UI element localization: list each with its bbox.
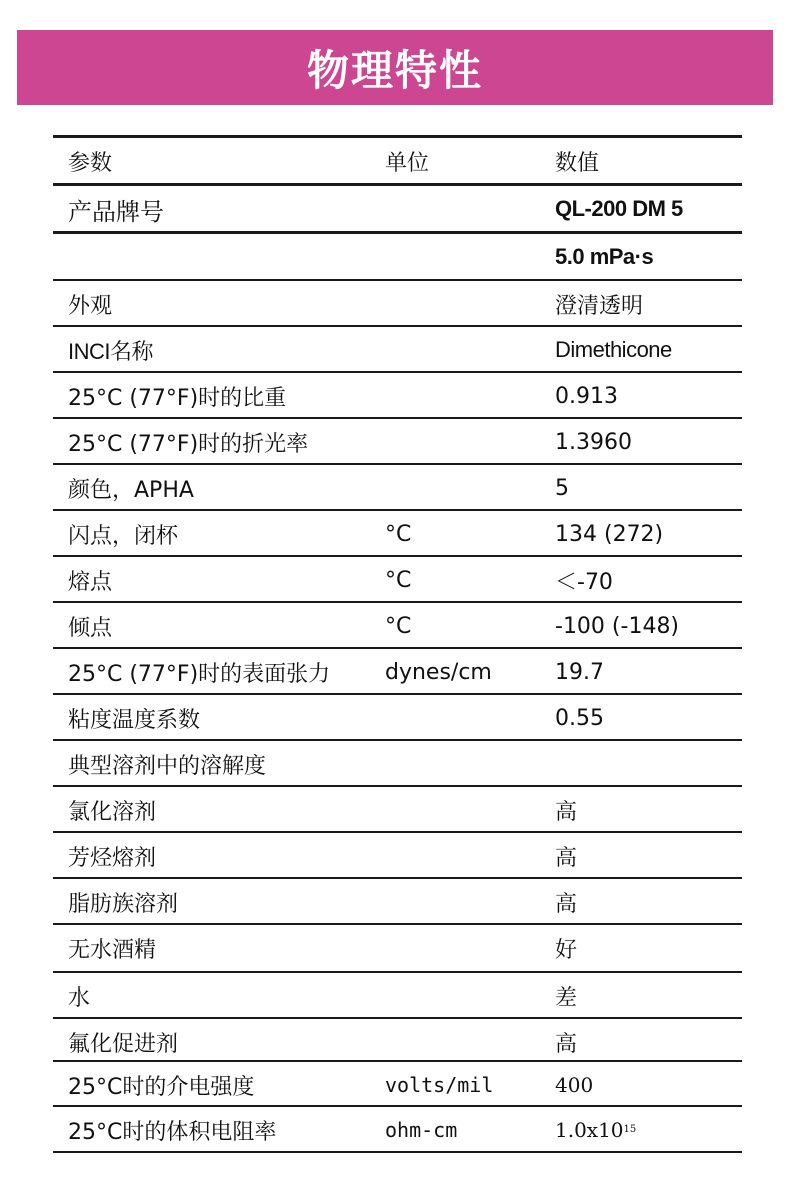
table-row <box>53 695 742 741</box>
row-param: 典型溶剂中的溶解度 <box>68 753 267 779</box>
row-param: 25°C时的介电强度 <box>68 1074 255 1100</box>
row-param: 氯化溶剂 <box>68 799 157 825</box>
row-unit: ohm-cm <box>385 1118 458 1142</box>
row-param: 氟化促进剂 <box>68 1031 179 1057</box>
row-value: 1.3960 <box>555 429 632 455</box>
row-value: 高 <box>555 891 578 917</box>
row-param: 无水酒精 <box>68 937 157 963</box>
row-value: 134 (272) <box>555 521 664 547</box>
header-unit: 单位 <box>385 150 430 176</box>
table-row <box>53 741 742 787</box>
row-value: 19.7 <box>555 659 604 685</box>
row-param: 粘度温度系数 <box>68 707 201 733</box>
row-param: 产品牌号 <box>68 197 164 226</box>
table-row <box>53 1019 742 1065</box>
row-value: 5.0 mPa·s <box>555 244 654 269</box>
table-row <box>53 925 742 971</box>
row-unit: °C <box>385 521 412 547</box>
banner-title: 物理特性 <box>306 45 483 95</box>
table-row <box>53 465 742 511</box>
row-value-base: 1.0x10 <box>555 1118 624 1142</box>
row-param: 25°C (77°F)时的比重 <box>68 385 287 411</box>
header-value: 数值 <box>555 150 600 176</box>
row-param: 芳烃熔剂 <box>68 845 157 871</box>
row-param: 倾点 <box>68 615 113 641</box>
table-row <box>53 1062 742 1108</box>
row-value: 1.0x10 15 <box>555 1118 637 1142</box>
table-row <box>53 186 742 232</box>
row-value: 差 <box>555 985 578 1011</box>
row-value: 400 <box>555 1073 594 1097</box>
row-value: 高 <box>555 799 578 825</box>
section-banner <box>17 30 773 105</box>
table-row <box>53 419 742 465</box>
row-unit: dynes/cm <box>385 659 492 685</box>
table-bottom-rule <box>53 1151 742 1153</box>
row-param: 外观 <box>68 293 113 319</box>
row-unit: volts/mil <box>385 1073 494 1097</box>
row-value: 0.55 <box>555 705 604 731</box>
row-value: 高 <box>555 845 578 871</box>
row-param: 颜色，APHA <box>68 477 194 503</box>
row-param: 闪点，闭杯 <box>68 523 179 549</box>
table-row <box>53 234 742 280</box>
row-value: ＜-70 <box>555 569 613 595</box>
row-param: 25°C (77°F)时的表面张力 <box>68 661 331 687</box>
row-param: 水 <box>68 985 91 1011</box>
table-row <box>53 879 742 925</box>
table-row <box>53 557 742 603</box>
row-param: 25°C (77°F)时的折光率 <box>68 431 309 457</box>
row-value: Dimethicone <box>555 337 672 362</box>
table-row <box>53 373 742 419</box>
row-value: 0.913 <box>555 383 618 409</box>
table-row <box>53 649 742 695</box>
table-row <box>53 833 742 879</box>
table-row <box>53 973 742 1019</box>
table-row <box>53 1107 742 1153</box>
row-param: 25°C时的体积电阻率 <box>68 1119 277 1145</box>
row-value: 高 <box>555 1031 578 1057</box>
table-row <box>53 281 742 327</box>
table-row <box>53 327 742 373</box>
row-value: 好 <box>555 937 578 963</box>
row-unit: °C <box>385 613 412 639</box>
row-param: 熔点 <box>68 569 113 595</box>
row-param: 脂肪族溶剂 <box>68 891 179 917</box>
table-row <box>53 603 742 649</box>
row-value: 澄清透明 <box>555 293 644 319</box>
row-param: INCI名称 <box>68 338 154 364</box>
table-header-row <box>53 138 742 184</box>
table-row <box>53 511 742 557</box>
row-unit: °C <box>385 567 412 593</box>
table-row <box>53 787 742 833</box>
row-value: QL-200 DM 5 <box>555 196 683 221</box>
row-value: 5 <box>555 475 569 501</box>
row-value: -100 (-148) <box>555 613 680 639</box>
header-param: 参数 <box>68 150 113 176</box>
